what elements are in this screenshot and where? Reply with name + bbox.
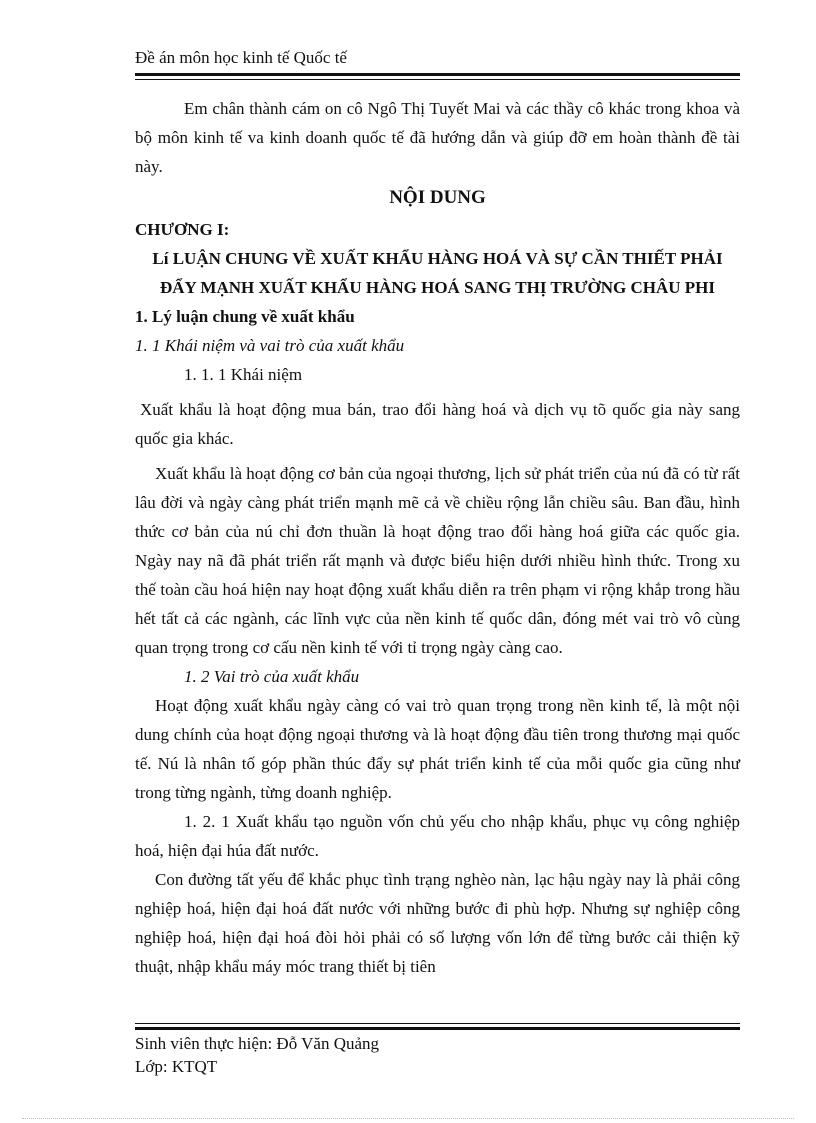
header-rule-thin xyxy=(135,79,740,80)
paragraph-role: Hoạt động xuất khẩu ngày càng có vai trò quan trọng trong nền kinh tế, là một nội dung chính của hoạt động ngoại thương và là hoạt động đầu tiên trong thương mại quốc tế. Nú là nhân tố góp phần thúc đẩy sự phát triển kinh tế của mỗi quốc gia cũng như trong từng ngành, từng doanh nghiệp. xyxy=(135,696,740,802)
heading-1-1-1: 1. 1. 1 Khái niệm xyxy=(184,365,303,384)
footer-class: Lớp: KTQT xyxy=(135,1057,218,1076)
heading-1: 1. Lý luận chung về xuất khẩu xyxy=(135,307,355,326)
page-footer xyxy=(135,1032,379,1078)
footer-student: Sinh viên thực hiện: Đỗ Văn Quảng xyxy=(135,1034,380,1053)
header-rule-thick xyxy=(135,73,740,76)
page-bottom-border xyxy=(22,1118,794,1119)
paragraph-definition: Xuất khẩu là hoạt động mua bán, trao đổi hàng hoá và dịch vụ tõ quốc gia này sang quốc gia khác. xyxy=(135,400,740,448)
heading-1-1: 1. 1 Khái niệm và vai trò của xuất khẩu xyxy=(135,336,405,355)
chapter-label: CHƯƠNG I: xyxy=(135,220,230,239)
footer-rule-thick xyxy=(135,1027,740,1030)
paragraph-history: Xuất khẩu là hoạt động cơ bản của ngoại thương, lịch sử phát triển của nú đã có từ rất lâu đời và ngày càng phát triển mạnh mẽ cả về chiều rộng lẫn chiều sâu. Ban đầu, hình thức cơ bản của nú chỉ đơn thuần là hoạt động trao đổi hàng hoá giữa các quốc gia. Ngày nay nã đã phát triển rất mạnh và được biểu hiện dưới nhiều hình thức. Trong xu thế toàn cầu hoá hiện nay hoạt động xuất khẩu diễn ra trên phạm vi rộng khắp trong hầu hết tất cả các ngành, các lĩnh vực của nền kinh tế quốc dân, đóng mét vai trò vô cùng quan trọng trong cơ cấu nền kinh tế với tỉ trọng ngày càng cao. xyxy=(135,464,740,657)
footer-rule-thin xyxy=(135,1023,740,1024)
chapter-title: Lí LUẬN CHUNG VỀ XUẤT KHẨU HÀNG HOÁ VÀ SỰ CẦN THIẾT PHẢI ĐẨY MẠNH XUẤT KHẨU HÀNG HOÁ SANG THỊ TRƯỜNG CHÂU PHI xyxy=(152,249,723,297)
paragraph-industrialization: Con đường tất yếu để khắc phục tình trạng nghèo nàn, lạc hậu ngày nay là phải công nghiệp hoá, hiện đại hoá đất nước với những bước đi phù hợp. Nhưng sự nghiệp công nghiệp hoá, hiện đại hoá đòi hỏi phải có số lượng vốn lớn để từng bước cải thiện kỹ thuật, nhập khẩu máy móc trang thiết bị tiên xyxy=(135,870,740,976)
page-header-title: Đề án môn học kinh tế Quốc tế xyxy=(135,48,347,67)
document-body xyxy=(135,94,740,981)
paragraph-1-2-1: 1. 2. 1 Xuất khẩu tạo nguồn vốn chủ yếu cho nhập khẩu, phục vụ công nghiệp hoá, hiện đại húa đất nước. xyxy=(135,812,740,860)
section-title: NỘI DUNG xyxy=(389,187,486,208)
heading-1-2: 1. 2 Vai trò của xuất khẩu xyxy=(184,667,360,686)
intro-paragraph: Em chân thành cám on cô Ngô Thị Tuyết Mai và các thầy cô khác trong khoa và bộ môn kinh tế va kinh doanh quốc tế đã hướng dẫn và giúp đỡ em hoàn thành đề tài này. xyxy=(135,99,740,176)
